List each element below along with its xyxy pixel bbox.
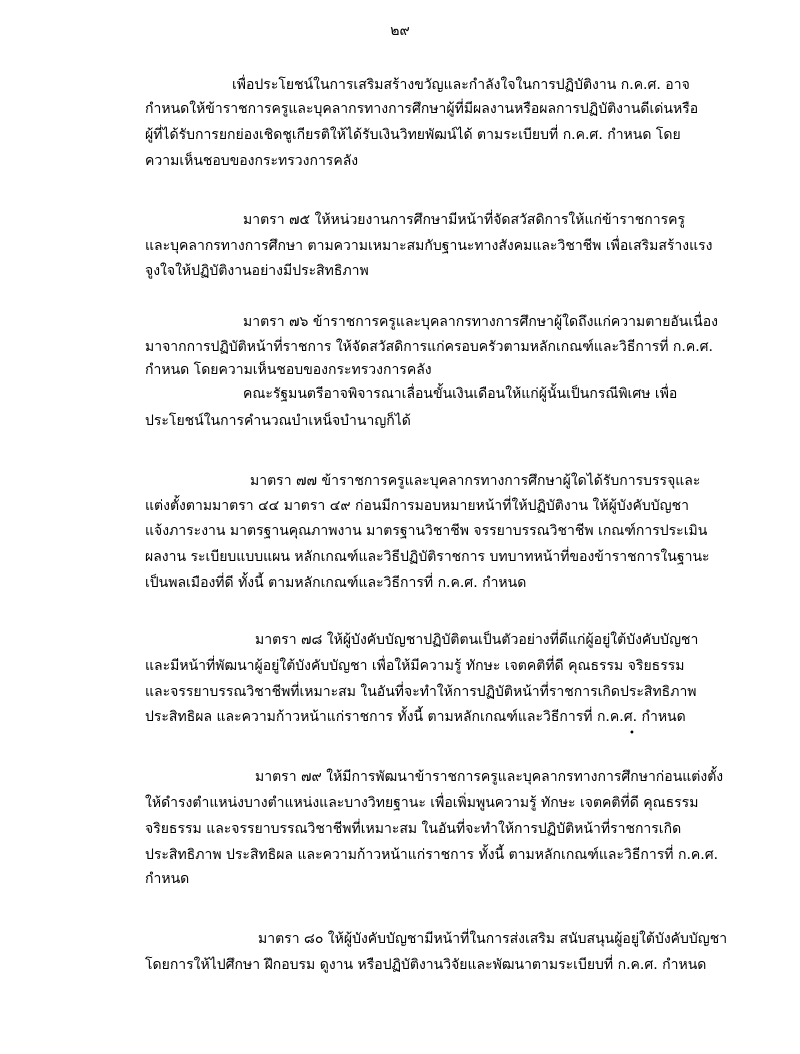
section-78-heading-line: มาตรา ๗๘ ให้ผู้บังคับบัญชาปฏิบัติตนเป็นตัวอย่างที่ดีแก่ผู้อยู่ใต้บังคับบัญชา bbox=[255, 632, 699, 648]
page-number: ๒๙ bbox=[390, 23, 410, 39]
section-75-heading-line: มาตรา ๗๕ ให้หน่วยงานการศึกษามีหน้าที่จัดสวัสดิการให้แก่ข้าราชการครู bbox=[243, 212, 686, 228]
paragraph-line: เพื่อประโยชน์ในการเสริมสร้างขวัญและกำลังใจในการปฏิบัติงาน ก.ค.ศ. อาจ bbox=[232, 77, 690, 93]
paragraph-line: มาจากการปฏิบัติหน้าที่ราชการ ให้จัดสวัสดิการแก่ครอบครัวตามหลักเกณฑ์และวิธีการที่ ก.ค.ศ. bbox=[145, 339, 713, 355]
paragraph-line: กำหนดให้ข้าราชการครูและบุคลากรทางการศึกษาผู้ที่มีผลงานหรือผลการปฏิบัติงานดีเด่นหรือ bbox=[145, 101, 699, 117]
paragraph-line: ประสิทธิภาพ ประสิทธิผล และความก้าวหน้าแก่ราชการ ทั้งนี้ ตามหลักเกณฑ์และวิธีการที่ ก.ค.ศ. bbox=[145, 847, 719, 863]
section-80-heading-line: มาตรา ๘๐ ให้ผู้บังคับบัญชามีหน้าที่ในการส่งเสริม สนับสนุนผู้อยู่ใต้บังคับบัญชา bbox=[258, 931, 728, 947]
paragraph-line: จูงใจให้ปฏิบัติงานอย่างมีประสิทธิภาพ bbox=[145, 263, 369, 279]
paragraph-line: กำหนด โดยความเห็นชอบของกระทรวงการคลัง bbox=[145, 362, 432, 378]
paragraph-line: ประสิทธิผล และความก้าวหน้าแก่ราชการ ทั้งนี้ ตามหลักเกณฑ์และวิธีการที่ ก.ค.ศ. กำหนด bbox=[145, 709, 686, 725]
paragraph-line: เป็นพลเมืองที่ดี ทั้งนี้ ตามหลักเกณฑ์และวิธีการที่ ก.ค.ศ. กำหนด bbox=[145, 575, 527, 591]
section-76-heading-line: มาตรา ๗๖ ข้าราชการครูและบุคลากรทางการศึกษาผู้ใดถึงแก่ความตายอันเนื่อง bbox=[243, 314, 718, 330]
section-79-heading-line: มาตรา ๗๙ ให้มีการพัฒนาข้าราชการครูและบุคลากรทางการศึกษาก่อนแต่งตั้ง bbox=[255, 769, 724, 785]
paragraph-line: ผลงาน ระเบียบแบบแผน หลักเกณฑ์และวิธีปฏิบัติราชการ บทบาทหน้าที่ของข้าราชการในฐานะ bbox=[145, 549, 710, 565]
paragraph-line: คณะรัฐมนตรีอาจพิจารณาเลื่อนขั้นเงินเดือนให้แก่ผู้นั้นเป็นกรณีพิเศษ เพื่อ bbox=[243, 386, 678, 402]
paragraph-line: แจ้งภาระงาน มาตรฐานคุณภาพงาน มาตรฐานวิชาชีพ จรรยาบรรณวิชาชีพ เกณฑ์การประเมิน bbox=[145, 523, 708, 539]
paragraph-line: และบุคลากรทางการศึกษา ตามความเหมาะสมกับฐานะทางสังคมและวิชาชีพ เพื่อเสริมสร้างแรง bbox=[145, 238, 713, 254]
paragraph-line: และมีหน้าที่พัฒนาผู้อยู่ใต้บังคับบัญชา เพื่อให้มีความรู้ ทักษะ เจตคติที่ดี คุณธรรม จริยธรรม bbox=[145, 658, 685, 674]
paragraph-line: ผู้ที่ได้รับการยกย่องเชิดชูเกียรติให้ได้รับเงินวิทยพัฒน์ได้ ตามระเบียบที่ ก.ค.ศ. กำหนด โดย bbox=[145, 127, 681, 143]
paragraph-line: แต่งตั้งตามมาตรา ๔๔ มาตรา ๔๙ ก่อนมีการมอบหมายหน้าที่ให้ปฏิบัติงาน ให้ผู้บังคับบัญชา bbox=[145, 498, 689, 514]
paragraph-line: ให้ดำรงตำแหน่งบางตำแหน่งและบางวิทยฐานะ เพื่อเพิ่มพูนความรู้ ทักษะ เจตคติที่ดี คุณธรรม bbox=[145, 795, 699, 811]
paragraph-line: โดยการให้ไปศึกษา ฝึกอบรม ดูงาน หรือปฏิบัติงานวิจัยและพัฒนาตามระเบียบที่ ก.ค.ศ. กำหนด bbox=[145, 957, 707, 973]
paragraph-line: ประโยชน์ในการคำนวณบำเหน็จบำนาญก็ได้ bbox=[145, 413, 411, 429]
section-77-heading-line: มาตรา ๗๗ ข้าราชการครูและบุคลากรทางการศึกษาผู้ใดได้รับการบรรจุและ bbox=[250, 473, 701, 489]
paragraph-line: จริยธรรม และจรรยาบรรณวิชาชีพที่เหมาะสม ในอันที่จะทำให้การปฏิบัติหน้าที่ราชการเกิด bbox=[145, 821, 682, 837]
stray-mark: • bbox=[629, 728, 635, 739]
paragraph-line: ความเห็นชอบของกระทรวงการคลัง bbox=[145, 153, 359, 169]
paragraph-line: กำหนด bbox=[145, 871, 190, 887]
paragraph-line: และจรรยาบรรณวิชาชีพที่เหมาะสม ในอันที่จะทำให้การปฏิบัติหน้าที่ราชการเกิดประสิทธิภาพ bbox=[145, 684, 697, 700]
